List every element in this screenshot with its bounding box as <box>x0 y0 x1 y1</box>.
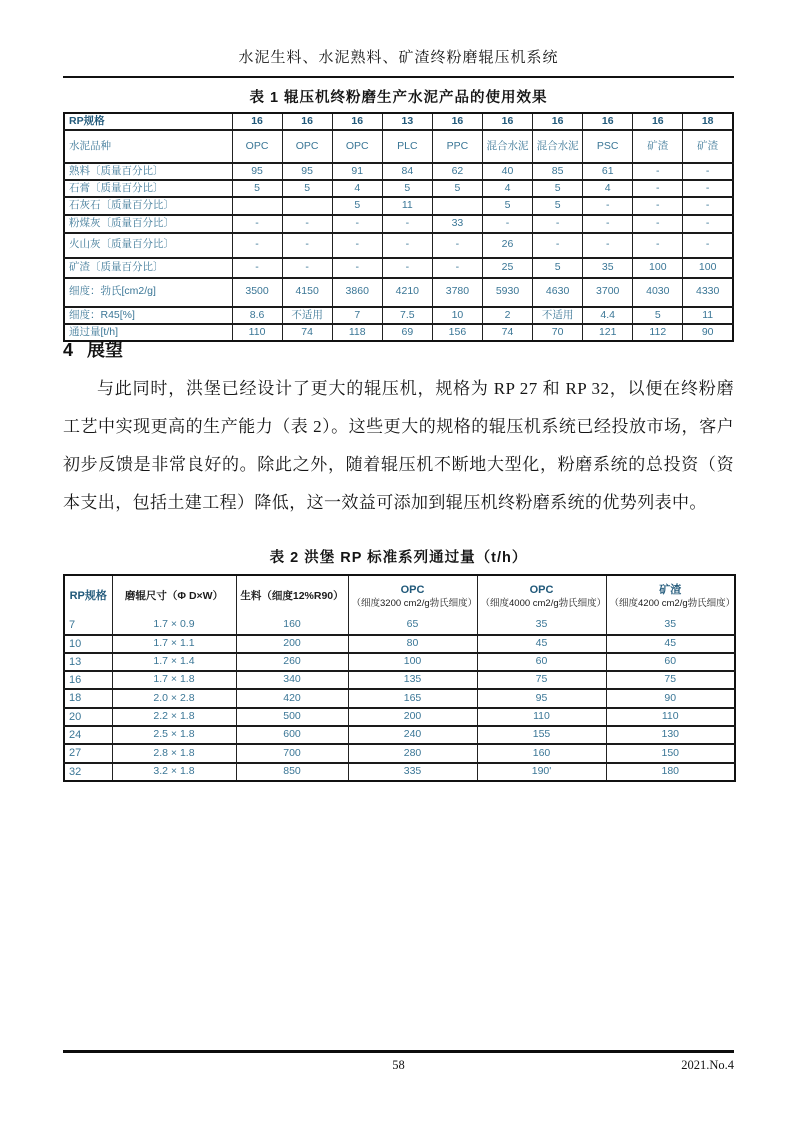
table2-value-cell: 75 <box>606 671 735 689</box>
table1-value-cell: 62 <box>432 163 482 180</box>
table1-value-cell: 85 <box>533 163 583 180</box>
table1-value-cell: 156 <box>432 324 482 341</box>
table2-column-title: 生料（细度12%R90） <box>240 589 344 602</box>
table-row <box>64 689 735 707</box>
table2-column-subtitle: （细度3200 cm2/g勃氏细度） <box>351 597 477 609</box>
section-number: 4 <box>63 340 74 360</box>
table2-value-cell: 135 <box>348 671 477 689</box>
table2-value-cell: 65 <box>348 617 477 635</box>
table1-value-cell <box>432 197 482 214</box>
table2-value-cell: 45 <box>606 635 735 653</box>
table1-value-cell: 11 <box>382 197 432 214</box>
table2-column-title: OPC <box>529 583 554 596</box>
table-1 <box>63 112 734 342</box>
table-row <box>64 307 733 324</box>
table1-value-cell: - <box>232 258 282 278</box>
table1-value-cell: 5 <box>382 180 432 197</box>
table-row <box>64 726 735 744</box>
table1-rp-size-header: 16 <box>633 113 683 130</box>
table2-value-cell: 160 <box>236 617 348 635</box>
table1-value-cell: - <box>332 233 382 258</box>
table1-value-cell: - <box>683 233 733 258</box>
table1-value-cell: 90 <box>683 324 733 341</box>
table1-corner-label: RP规格 <box>69 115 105 127</box>
table1-row-label: 粉煤灰〔质量百分比〕 <box>64 215 232 233</box>
table1-value-cell: 不适用 <box>533 307 583 324</box>
table1-value-cell: 110 <box>232 324 282 341</box>
table1-value-cell: 100 <box>633 258 683 278</box>
page-header <box>63 46 734 78</box>
table1-value-cell: 95 <box>232 163 282 180</box>
table1-value-cell: PPC <box>432 130 482 163</box>
table1-value-cell: 4150 <box>282 278 332 307</box>
table1-value-cell: 74 <box>482 324 532 341</box>
table1-value-cell: - <box>633 197 683 214</box>
table2-value-cell: 1.7 × 1.1 <box>112 635 236 653</box>
table2-column-header <box>348 575 477 617</box>
table2-value-cell: 2.0 × 2.8 <box>112 689 236 707</box>
table1-value-cell <box>232 197 282 214</box>
table1-value-cell: - <box>332 215 382 233</box>
table1-value-cell: OPC <box>282 130 332 163</box>
table1-rp-size-header: 16 <box>482 113 532 130</box>
table1-value-cell: 3780 <box>432 278 482 307</box>
table1-value-cell: 8.6 <box>232 307 282 324</box>
table-2-head <box>64 575 735 617</box>
table1-value-cell: 100 <box>683 258 733 278</box>
table1-value-cell: 95 <box>282 163 332 180</box>
table1-rp-size-header: 16 <box>332 113 382 130</box>
table1-value-cell: 5930 <box>482 278 532 307</box>
table1-value-cell: - <box>533 215 583 233</box>
table-2-caption: 表 2 洪堡 RP 标准系列通过量（t/h） <box>269 550 528 566</box>
table2-value-cell: 1.7 × 1.8 <box>112 671 236 689</box>
table1-value-cell: - <box>683 215 733 233</box>
table1-rp-size-header: 16 <box>232 113 282 130</box>
table2-value-cell: 35 <box>606 617 735 635</box>
table2-value-cell: 280 <box>348 744 477 762</box>
table2-value-cell: 200 <box>348 708 477 726</box>
table1-value-cell: - <box>232 215 282 233</box>
table2-column-header <box>112 575 236 617</box>
table1-row-label: 通过量[t/h] <box>64 324 232 341</box>
table1-value-cell: 84 <box>382 163 432 180</box>
table1-row-label: 石膏〔质量百分比〕 <box>64 180 232 197</box>
table1-row-label: 矿渣〔质量百分比〕 <box>64 258 232 278</box>
table2-rp-label: 10 <box>64 635 112 653</box>
table-row <box>64 653 735 671</box>
table2-column-title: 磨辊尺寸（Φ D×W） <box>124 589 224 602</box>
table1-row-label: 石灰石〔质量百分比〕 <box>64 197 232 214</box>
table2-value-cell: 240 <box>348 726 477 744</box>
table1-value-cell: 25 <box>482 258 532 278</box>
table1-value-cell: - <box>382 215 432 233</box>
table1-rp-size-header: 16 <box>282 113 332 130</box>
table2-rp-label: 24 <box>64 726 112 744</box>
table1-value-cell: 5 <box>432 180 482 197</box>
table-row <box>64 258 733 278</box>
table1-value-cell: 112 <box>633 324 683 341</box>
table-row <box>64 233 733 258</box>
table1-value-cell: 4 <box>583 180 633 197</box>
table2-column-header <box>236 575 348 617</box>
table2-value-cell: 95 <box>477 689 606 707</box>
table-row <box>64 130 733 163</box>
table2-rp-label: 20 <box>64 708 112 726</box>
table2-value-cell: 500 <box>236 708 348 726</box>
table1-value-cell: - <box>432 233 482 258</box>
table2-value-cell: 35 <box>477 617 606 635</box>
table2-column-subtitle: （细度4200 cm2/g勃氏细度） <box>609 597 735 609</box>
table1-value-cell: 35 <box>583 258 633 278</box>
table1-value-cell: - <box>282 215 332 233</box>
table1-value-cell: 混合水泥 <box>533 130 583 163</box>
table1-value-cell: 4330 <box>683 278 733 307</box>
table1-value-cell: - <box>633 215 683 233</box>
table1-value-cell: - <box>332 258 382 278</box>
table-row <box>64 180 733 197</box>
table1-value-cell: 91 <box>332 163 382 180</box>
table1-value-cell: 5 <box>533 197 583 214</box>
table2-rp-label: 27 <box>64 744 112 762</box>
table2-column-title: 矿渣 <box>659 583 682 596</box>
table2-value-cell: 155 <box>477 726 606 744</box>
table1-value-cell: 不适用 <box>282 307 332 324</box>
table1-value-cell: - <box>583 233 633 258</box>
table1-value-cell: 矿渣 <box>683 130 733 163</box>
table1-value-cell: OPC <box>332 130 382 163</box>
table1-value-cell: 26 <box>482 233 532 258</box>
table1-rp-size-header: 16 <box>432 113 482 130</box>
table1-value-cell: - <box>282 258 332 278</box>
table2-value-cell: 200 <box>236 635 348 653</box>
table1-value-cell: 3500 <box>232 278 282 307</box>
table2-column-header <box>477 575 606 617</box>
table1-value-cell <box>282 197 332 214</box>
table1-row-label: 细度：勃氏[cm2/g] <box>64 278 232 307</box>
table1-value-cell: 5 <box>282 180 332 197</box>
table1-value-cell: - <box>683 180 733 197</box>
table2-value-cell: 110 <box>477 708 606 726</box>
table1-value-cell: 混合水泥 <box>482 130 532 163</box>
table1-value-cell: 4 <box>482 180 532 197</box>
table-row <box>64 197 733 214</box>
table1-rp-size-header: 16 <box>583 113 633 130</box>
table2-value-cell: 1.7 × 0.9 <box>112 617 236 635</box>
table1-value-cell: 7 <box>332 307 382 324</box>
table2-rp-label: 13 <box>64 653 112 671</box>
table2-value-cell: 60 <box>477 653 606 671</box>
table-2-container <box>63 574 734 782</box>
table2-value-cell: 110 <box>606 708 735 726</box>
table2-rp-label: 16 <box>64 671 112 689</box>
table2-value-cell: 2.8 × 1.8 <box>112 744 236 762</box>
table2-value-cell: 190' <box>477 763 606 781</box>
page-footer <box>63 1050 734 1080</box>
table2-value-cell: 100 <box>348 653 477 671</box>
table2-value-cell: 80 <box>348 635 477 653</box>
table1-value-cell: - <box>633 180 683 197</box>
running-head-title: 水泥生料、水泥熟料、矿渣终粉磨辊压机系统 <box>238 50 559 66</box>
table1-value-cell: 69 <box>382 324 432 341</box>
table1-value-cell: OPC <box>232 130 282 163</box>
table2-column-title: OPC <box>400 583 425 596</box>
table2-value-cell: 1.7 × 1.4 <box>112 653 236 671</box>
body-paragraph: 与此同时，洪堡已经设计了更大的辊压机，规格为 RP 27 和 RP 32，以便在终粉磨工艺中实现更高的生产能力（表 2）。这些更大的规格的辊压机系统已经投放市场，客户初步反馈是非常良好的。除此之外，随着辊压机不断地大型化，粉磨系统的总投资（资本支出，包括土建工程）降低，这一效益可添加到辊压机终粉磨系统的优势列表中。 <box>63 379 734 512</box>
table-1-caption: 表 1 辊压机终粉磨生产水泥产品的使用效果 <box>249 90 548 106</box>
table1-rp-size-header: 16 <box>533 113 583 130</box>
table1-value-cell: 5 <box>633 307 683 324</box>
table1-value-cell: - <box>482 215 532 233</box>
table-2 <box>63 574 736 782</box>
table1-value-cell: 5 <box>332 197 382 214</box>
table1-value-cell: - <box>683 163 733 180</box>
table2-column-header <box>64 575 112 617</box>
table2-value-cell: 60 <box>606 653 735 671</box>
table1-value-cell: - <box>633 163 683 180</box>
table2-value-cell: 160 <box>477 744 606 762</box>
table1-row-label: 火山灰〔质量百分比〕 <box>64 233 232 258</box>
table2-value-cell: 340 <box>236 671 348 689</box>
table1-value-cell: 10 <box>432 307 482 324</box>
table-row <box>64 278 733 307</box>
table1-value-cell: 4.4 <box>583 307 633 324</box>
table2-value-cell: 850 <box>236 763 348 781</box>
table1-value-cell: - <box>583 215 633 233</box>
table1-row-label: 水泥品种 <box>64 130 232 163</box>
table1-value-cell: 3700 <box>583 278 633 307</box>
table2-value-cell: 335 <box>348 763 477 781</box>
table1-value-cell: - <box>282 233 332 258</box>
table2-value-cell: 3.2 × 1.8 <box>112 763 236 781</box>
table1-value-cell: 4630 <box>533 278 583 307</box>
table1-value-cell: 70 <box>533 324 583 341</box>
table2-column-title: RP规格 <box>69 590 107 603</box>
section-heading <box>63 336 734 362</box>
table1-value-cell: 4210 <box>382 278 432 307</box>
table1-row-label: 熟料〔质量百分比〕 <box>64 163 232 180</box>
table1-value-cell: 11 <box>683 307 733 324</box>
table-row <box>64 215 733 233</box>
table1-value-cell: 33 <box>432 215 482 233</box>
table-row <box>64 671 735 689</box>
page-number: 58 <box>392 1058 405 1072</box>
table1-value-cell: 2 <box>482 307 532 324</box>
table-row <box>64 708 735 726</box>
table1-value-cell: 矿渣 <box>633 130 683 163</box>
table1-value-cell: PLC <box>382 130 432 163</box>
table1-value-cell: - <box>583 197 633 214</box>
table1-value-cell: - <box>232 233 282 258</box>
table2-rp-label: 32 <box>64 763 112 781</box>
table-row <box>64 163 733 180</box>
table1-value-cell: - <box>382 258 432 278</box>
table1-value-cell: - <box>382 233 432 258</box>
table-2-body <box>64 617 735 781</box>
table1-value-cell: 5 <box>482 197 532 214</box>
table2-value-cell: 260 <box>236 653 348 671</box>
table-row <box>64 744 735 762</box>
table2-value-cell: 180 <box>606 763 735 781</box>
table1-value-cell: - <box>683 197 733 214</box>
table1-value-cell: PSC <box>583 130 633 163</box>
table1-value-cell: 5 <box>533 180 583 197</box>
table2-column-header <box>606 575 735 617</box>
table1-value-cell: - <box>533 233 583 258</box>
table1-value-cell: 4 <box>332 180 382 197</box>
table1-value-cell: 5 <box>533 258 583 278</box>
table1-rp-size-header: 18 <box>683 113 733 130</box>
table2-value-cell: 75 <box>477 671 606 689</box>
table1-value-cell: 118 <box>332 324 382 341</box>
table2-value-cell: 90 <box>606 689 735 707</box>
table-row <box>64 635 735 653</box>
table1-value-cell: - <box>432 258 482 278</box>
table2-rp-label: 7 <box>69 619 76 632</box>
table1-value-cell: 7.5 <box>382 307 432 324</box>
table2-value-cell: 700 <box>236 744 348 762</box>
table2-value-cell: 45 <box>477 635 606 653</box>
table1-rp-size-header: 13 <box>382 113 432 130</box>
table2-column-subtitle: （细度4000 cm2/g勃氏细度） <box>480 597 606 609</box>
table2-value-cell: 600 <box>236 726 348 744</box>
table2-value-cell: 150 <box>606 744 735 762</box>
table1-value-cell: 121 <box>583 324 633 341</box>
table-row <box>64 763 735 781</box>
table-1-header-row <box>64 113 733 130</box>
table-row <box>64 617 735 635</box>
table1-value-cell: 3860 <box>332 278 382 307</box>
table-1-container <box>63 112 734 342</box>
section-title: 展望 <box>87 340 124 360</box>
table1-value-cell: 40 <box>482 163 532 180</box>
table1-value-cell: 4030 <box>633 278 683 307</box>
table1-value-cell: - <box>633 233 683 258</box>
issue-label: 2021.No.4 <box>681 1058 734 1072</box>
table2-rp-label: 18 <box>64 689 112 707</box>
table2-value-cell: 130 <box>606 726 735 744</box>
table2-value-cell: 2.2 × 1.8 <box>112 708 236 726</box>
table1-value-cell: 5 <box>232 180 282 197</box>
table1-row-label: 细度：R45[%] <box>64 307 232 324</box>
table1-value-cell: 74 <box>282 324 332 341</box>
table-2-header-row <box>64 575 735 617</box>
table1-value-cell: 61 <box>583 163 633 180</box>
table2-value-cell: 165 <box>348 689 477 707</box>
table2-value-cell: 2.5 × 1.8 <box>112 726 236 744</box>
table2-value-cell: 420 <box>236 689 348 707</box>
